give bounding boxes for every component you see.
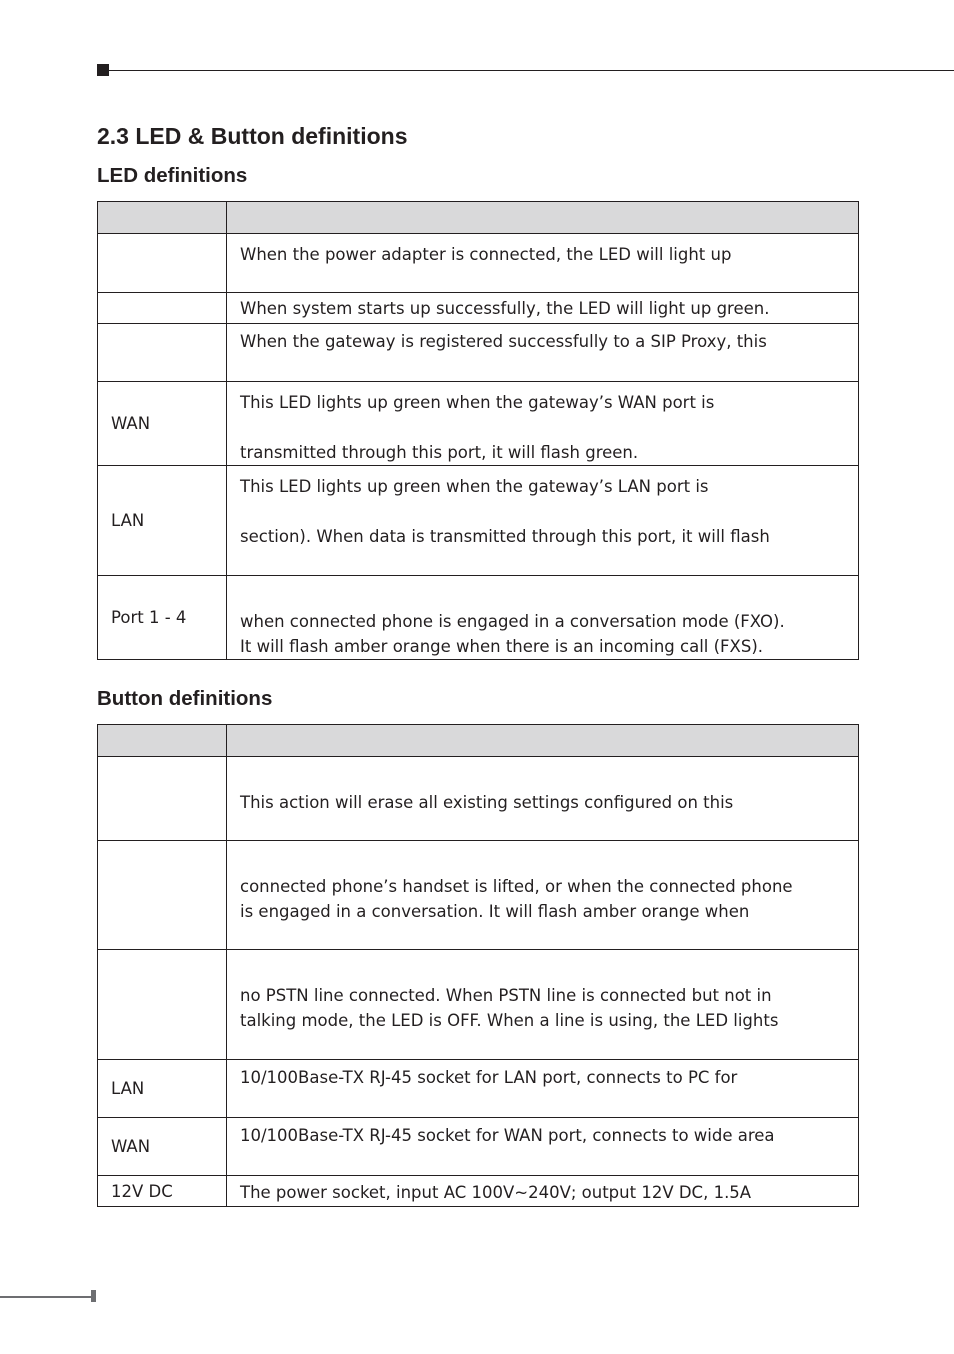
- table-row: [98, 1118, 859, 1176]
- table-row: [98, 293, 859, 324]
- led-description-cell: [227, 576, 859, 660]
- button-name-cell: [98, 757, 227, 841]
- button-name-cell: [98, 841, 227, 950]
- header-cell: [227, 725, 859, 757]
- table-row: [98, 466, 859, 576]
- description-line: is engaged in a conversation. It will flash amber orange when: [240, 902, 750, 921]
- description-line: When system starts up successfully, the LED will light up green.: [240, 299, 770, 318]
- table-row: [98, 1176, 859, 1207]
- description-line: connected phone’s handset is lifted, or when the connected phone: [240, 877, 793, 896]
- button-name-cell: [98, 950, 227, 1060]
- description-line: [240, 950, 858, 983]
- header-cell: [98, 725, 227, 757]
- description-line: The power socket, input AC 100V~240V; output 12V DC, 1.5A: [240, 1183, 752, 1202]
- description-line: when connected phone is engaged in a conversation mode (FXO).: [240, 612, 785, 631]
- button-name-cell: [98, 1060, 227, 1118]
- led-description-cell: [227, 466, 859, 576]
- table-row: [98, 576, 859, 660]
- button-definitions-heading: Button definitions: [97, 687, 273, 710]
- button-name-cell: 12V DC: [98, 1176, 227, 1207]
- button-description-cell: [227, 950, 859, 1060]
- description-line: This LED lights up green when the gateway’s LAN port is: [240, 477, 709, 496]
- description-line: talking mode, the LED is OFF. When a line is using, the LED lights: [240, 1011, 779, 1030]
- led-description-cell: [227, 382, 859, 466]
- led-name-cell: [98, 324, 227, 382]
- description-line: When the gateway is registered successfully to a SIP Proxy, this: [240, 332, 767, 351]
- description-line: transmitted through this port, it will flash green.: [240, 443, 639, 462]
- led-name-cell: Port 1 - 4: [98, 576, 227, 660]
- description-line: [240, 757, 858, 790]
- description-line: no PSTN line connected. When PSTN line is connected but not in: [240, 986, 772, 1005]
- table-header-row: [98, 725, 859, 757]
- button-description-cell: [227, 1176, 859, 1207]
- button-name-label: WAN: [111, 1137, 151, 1156]
- led-name-cell: WAN: [98, 382, 227, 466]
- button-description-cell: [227, 757, 859, 841]
- table-row: [98, 234, 859, 293]
- table-row: [98, 950, 859, 1060]
- button-name-cell: [98, 1118, 227, 1176]
- button-description-cell: [227, 1060, 859, 1118]
- footer-rule: [0, 1296, 91, 1298]
- description-line: This action will erase all existing settings configured on this: [240, 793, 734, 812]
- led-name-cell: [98, 234, 227, 293]
- description-line: This LED lights up green when the gateway’s WAN port is: [240, 393, 715, 412]
- description-line: 10/100Base-TX RJ-45 socket for WAN port, connects to wide area: [240, 1126, 775, 1145]
- led-name-cell: [98, 293, 227, 324]
- description-line: [240, 415, 858, 440]
- led-description-cell: [227, 234, 859, 293]
- description-line: When the power adapter is connected, the LED will light up: [240, 245, 732, 264]
- button-name-label: LAN: [111, 1079, 145, 1098]
- table-header-row: [98, 202, 859, 234]
- button-description-cell: [227, 1118, 859, 1176]
- description-line: [240, 841, 858, 874]
- footer-marker: [91, 1290, 96, 1302]
- description-line: 10/100Base-TX RJ-45 socket for LAN port, connects to PC for: [240, 1068, 738, 1087]
- led-name-cell: LAN: [98, 466, 227, 576]
- header-marker: [97, 64, 109, 76]
- header-cell: [98, 202, 227, 234]
- table-row: [98, 1060, 859, 1118]
- description-line: It will flash amber orange when there is an incoming call (FXS).: [240, 637, 763, 656]
- description-line: [240, 499, 858, 524]
- table-row: [98, 841, 859, 950]
- led-description-cell: [227, 293, 859, 324]
- led-description-cell: [227, 324, 859, 382]
- section-title: 2.3 LED & Button definitions: [97, 123, 408, 149]
- description-line: [240, 576, 858, 609]
- description-line: section). When data is transmitted through this port, it will flash: [240, 527, 770, 546]
- table-row: [98, 324, 859, 382]
- table-row: [98, 382, 859, 466]
- button-definitions-table: [97, 724, 859, 1207]
- table-row: [98, 757, 859, 841]
- led-definitions-table: [97, 201, 859, 660]
- header-rule: [109, 70, 954, 71]
- led-definitions-heading: LED definitions: [97, 164, 248, 187]
- button-description-cell: [227, 841, 859, 950]
- header-cell: [227, 202, 859, 234]
